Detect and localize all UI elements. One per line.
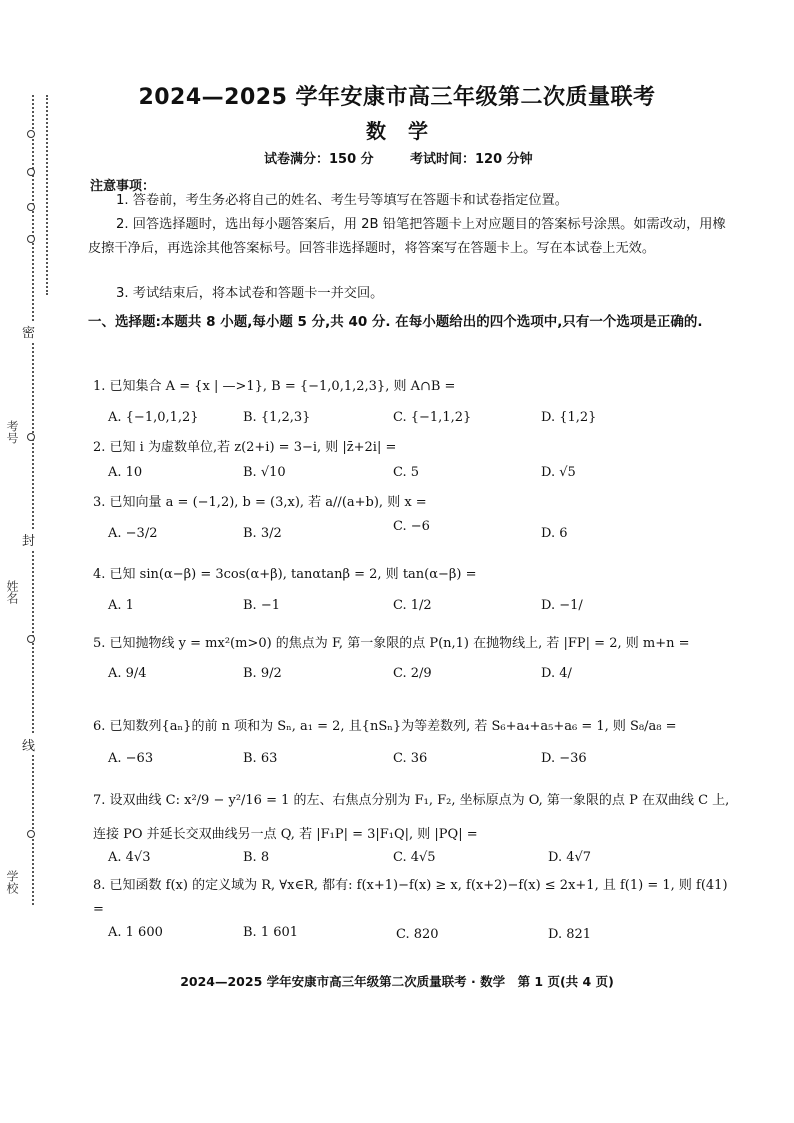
binding-hole xyxy=(27,433,35,441)
option-b: B. {1,2,3} xyxy=(243,410,311,425)
subject-title: 数学 xyxy=(366,119,450,143)
field-school: 学校 xyxy=(5,870,19,894)
question-stem: 6. 已知数列{aₙ}的前 n 项和为 Sₙ, a₁ = 2, 且{nSₙ}为等差数列, 若 S₆+a₄+a₅+a₆ = 1, 则 S₈/a₈ = xyxy=(93,719,677,734)
field-name: 姓名 xyxy=(5,580,19,604)
note-item: 1. 答卷前，考生务必将自己的姓名、考生号等填写在答题卡和试卷指定位置。 xyxy=(116,193,568,208)
option-d: D. 6 xyxy=(541,526,568,541)
option-a: A. 4√3 xyxy=(108,850,151,865)
binding-hole xyxy=(27,235,35,243)
option-a: A. −63 xyxy=(108,751,154,766)
option-d: D. 4√7 xyxy=(548,850,592,865)
option-a: A. 9/4 xyxy=(108,666,147,681)
binding-hole xyxy=(27,830,35,838)
notes-heading: 注意事项： xyxy=(90,179,156,194)
option-b: B. 8 xyxy=(243,850,270,865)
binding-hole xyxy=(27,203,35,211)
exam-title: 2024—2025 学年安康市高三年级第二次质量联考 xyxy=(138,85,656,110)
question-stem: 4. 已知 sin(α−β) = 3cos(α+β), tanαtanβ = 2, 则 tan(α−β) = xyxy=(93,567,477,582)
question-stem: 5. 已知抛物线 y = mx²(m>0) 的焦点为 F, 第一象限的点 P(n,1) 在抛物线上, 若 |FP| = 2, 则 m+n = xyxy=(93,636,690,651)
question-stem: 3. 已知向量 a = (−1,2), b = (3,x), 若 a//(a+b), 则 x = xyxy=(93,495,427,510)
option-c: C. 2/9 xyxy=(393,666,432,681)
question-stem: 1. 已知集合 A = {x | —>1}, B = {−1,0,1,2,3}, 则 A∩B = xyxy=(93,379,456,394)
option-c: C. −6 xyxy=(393,519,430,534)
option-b: B. 9/2 xyxy=(243,666,282,681)
question-stem: 8. 已知函数 f(x) 的定义域为 R, ∀x∈R, 都有: f(x+1)−f(x) ≥ x, f(x+2)−f(x) ≤ 2x+1, 且 f(1) = 1, 则 f(41) = xyxy=(93,878,728,917)
note-item: 3. 考试结束后，将本试卷和答题卡一并交回。 xyxy=(116,286,384,301)
field-exam-number: 考号 xyxy=(5,420,19,444)
option-c: C. 820 xyxy=(396,927,439,942)
binding-hole xyxy=(27,635,35,643)
seal-char-feng: 封 xyxy=(22,530,35,549)
option-a: A. −3/2 xyxy=(108,526,158,541)
full-score: 试卷满分：150 分 xyxy=(264,152,374,167)
seal-dotted-line xyxy=(32,95,34,905)
option-c: C. 1/2 xyxy=(393,598,432,613)
page-footer: 2024—2025 学年安康市高三年级第二次质量联考 · 数学 第 1 页(共 4 页) xyxy=(180,974,614,989)
question-stem: 2. 已知 i 为虚数单位,若 z(2+i) = 3−i, 则 |z̄+2i| = xyxy=(93,440,397,455)
option-a: A. {−1,0,1,2} xyxy=(108,410,199,425)
exam-time: 考试时间：120 分钟 xyxy=(410,152,533,167)
option-c: C. {−1,1,2} xyxy=(393,410,472,425)
option-b: B. 63 xyxy=(243,751,278,766)
note-item: 2. 回答选择题时，选出每小题答案后，用 2B 铅笔把答题卡上对应题目的答案标号涂黑。如需改动，用橡皮擦干净后，再选涂其他答案标号。回答非选择题时，将答案写在答题卡上。写在本试卷上无效。 xyxy=(88,217,726,256)
option-d: D. √5 xyxy=(541,465,576,480)
option-d: D. −1/ xyxy=(541,598,583,613)
binding-hole xyxy=(27,168,35,176)
option-d: D. 821 xyxy=(548,927,592,942)
option-c: C. 4√5 xyxy=(393,850,436,865)
option-b: B. √10 xyxy=(243,465,286,480)
option-a: A. 10 xyxy=(108,465,143,480)
question-stem: 7. 设双曲线 C: x²/9 − y²/16 = 1 的左、右焦点分别为 F₁, F₂, 坐标原点为 O, 第一象限的点 P 在双曲线 C 上, 连接 PO 并延长交双曲线另一点 Q, 若 |F₁P| = 3|F₁Q|, 则 |PQ| = xyxy=(93,793,730,842)
option-c: C. 36 xyxy=(393,751,428,766)
option-d: D. −36 xyxy=(541,751,587,766)
option-d: D. 4/ xyxy=(541,666,572,681)
option-b: B. 3/2 xyxy=(243,526,282,541)
option-a: A. 1 600 xyxy=(108,925,163,940)
option-d: D. {1,2} xyxy=(541,410,597,425)
option-b: B. 1 601 xyxy=(243,925,299,940)
seal-char-mi: 密 xyxy=(22,322,35,341)
option-a: A. 1 xyxy=(108,598,134,613)
option-c: C. 5 xyxy=(393,465,420,480)
seal-char-xian: 线 xyxy=(22,735,35,754)
binding-margin xyxy=(0,0,70,1123)
option-b: B. −1 xyxy=(243,598,280,613)
section-heading: 一、选择题:本题共 8 小题,每小题 5 分,共 40 分. 在每小题给出的四个选项中,只有一个选项是正确的. xyxy=(88,314,703,330)
